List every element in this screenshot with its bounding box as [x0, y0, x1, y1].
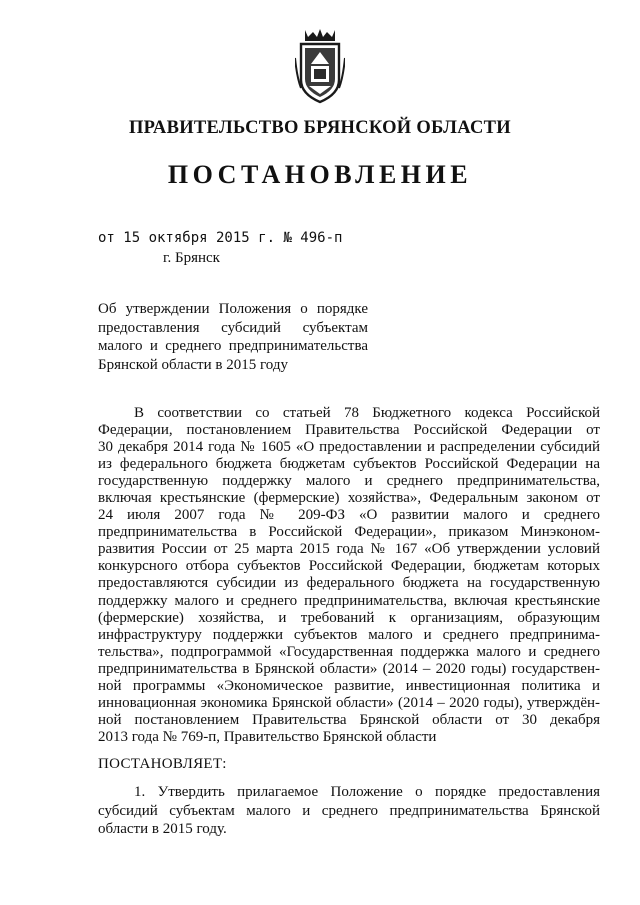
item-line: субсидий субъектам малого и среднего предпринимательства Брянской — [98, 802, 600, 819]
body-line: ной программы «Экономическое развитие, инвестиционная политика и — [98, 677, 600, 694]
body-line: предпринимательства в Российской Федерации», приказом Минэконом- — [98, 524, 600, 541]
body-line: 2013 года № 769-п, Правительство Брянской области — [98, 728, 437, 745]
document-date-number: от 15 октября 2015 г. № 496-п — [98, 230, 343, 246]
document-city: г. Брянск — [163, 250, 220, 266]
subject-line: Об утверждении Положения о порядке — [98, 301, 368, 317]
document-type-title: ПОСТАНОВЛЕНИЕ — [167, 160, 473, 189]
body-line: из федерального бюджета бюджетам субъектов Российской Федерации на — [98, 456, 600, 473]
body-line: 24 июля 2007 года № 209-ФЗ «О развитии малого и среднего — [98, 507, 600, 524]
body-line: (фермерские) хозяйства, и требований к организациям, образующим — [98, 609, 600, 626]
body-line: развития России от 25 марта 2015 года № 167 «Об утверждении условий — [98, 541, 600, 558]
document-subject — [98, 300, 368, 374]
body-line: предпринимательства в Брянской области» (2014 – 2020 годы) государствен- — [98, 660, 600, 677]
body-line: инфраструктуру поддержки субъектов малого и среднего предпринима- — [98, 626, 600, 643]
subject-line: Брянской области в 2015 году — [98, 356, 288, 373]
body-line: включая крестьянские (фермерские) хозяйства», Федеральным законом от — [98, 490, 600, 507]
subject-line: малого и среднего предпринимательства — [98, 338, 368, 355]
body-line: государственную поддержку малого и среднего предпринимательства, — [98, 473, 600, 490]
body-line: тельства», подпрограммой «Государственная поддержка малого и среднего — [98, 643, 600, 660]
organization-title: ПРАВИТЕЛЬСТВО БРЯНСКОЙ ОБЛАСТИ — [128, 118, 511, 138]
body-line: поддержку малого и среднего предпринимательства, включая крестьянские — [98, 592, 600, 609]
body-line: ной постановлением Правительства Брянской области от 30 декабря — [98, 711, 600, 728]
resolution-item-1 — [98, 783, 600, 839]
coat-of-arms-icon — [295, 28, 345, 104]
body-line: Федерации, постановлением Правительства Российской Федерации от — [98, 422, 600, 439]
subject-line: предоставления субсидий субъектам — [98, 319, 368, 336]
preamble-paragraph — [98, 405, 600, 746]
body-line: конкурсного отбора субъектов Российской Федерации, бюджетам которых — [98, 558, 600, 575]
body-line: 30 декабря 2014 года № 1605 «О предоставлении и распределении субсидий — [98, 439, 600, 456]
ruling-heading: ПОСТАНОВЛЯЕТ: — [98, 756, 227, 772]
body-line: инновационная экономика Брянской области» (2014 – 2020 годы), утверждён- — [98, 694, 600, 711]
item-line: области в 2015 году. — [98, 821, 227, 837]
item-line: 1. Утвердить прилагаемое Положение о порядке предоставления — [134, 784, 600, 800]
body-line: В соответствии со статьей 78 Бюджетного кодекса Российской — [134, 405, 600, 421]
body-line: предоставляются субсидии из федерального бюджета на государственную — [98, 575, 600, 592]
